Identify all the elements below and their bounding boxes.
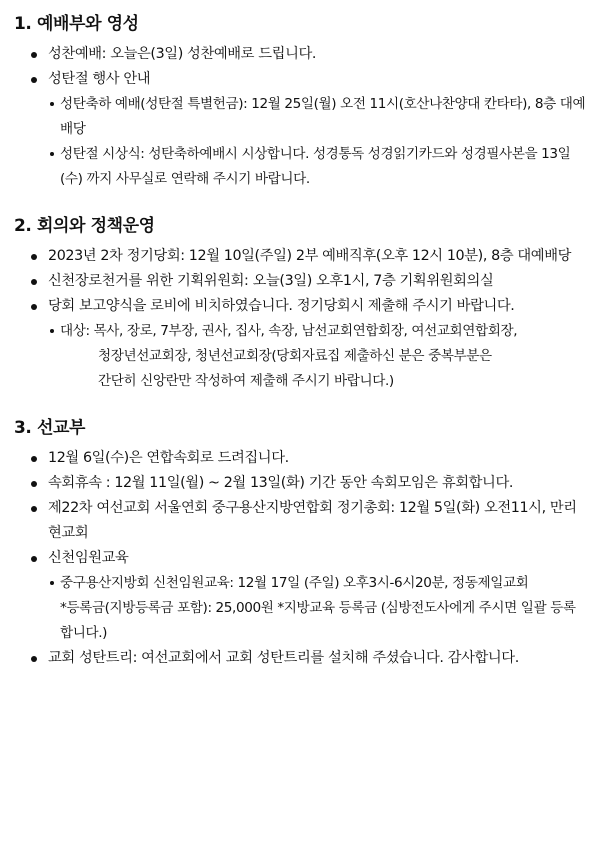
- item-list: [14, 244, 586, 394]
- item-list: [14, 42, 586, 192]
- list-item: 성탄절 행사 안내: [14, 67, 586, 92]
- target-line: 목사, 장로, 7부장, 권사, 집사, 속장, 남선교회연합회장, 여선교회연합회장,: [93, 323, 518, 339]
- item-list: [14, 446, 586, 671]
- sub-list-item: 성탄축하 예배(성탄절 특별헌금): 12월 25일(월) 오전 11시(호산나찬양대 칸타타), 8층 대예배당: [14, 92, 586, 142]
- section-heading: 1. 예배부와 영성: [14, 14, 139, 34]
- sub-list-item-target: [14, 319, 586, 394]
- list-item: 당회 보고양식을 로비에 비치하였습니다. 정기당회시 제출해 주시기 바랍니다.: [14, 294, 586, 319]
- target-line: 간단히 신앙란만 작성하여 제출해 주시기 바랍니다.): [98, 373, 394, 389]
- target-line: 청장년선교회장, 청년선교회장(당회자료집 제출하신 분은 중복부분은: [98, 348, 492, 364]
- list-item: 신천장로천거를 위한 기획위원회: 오늘(3일) 오후1시, 7층 기획위원회의실: [14, 269, 586, 294]
- list-item: 제22차 여선교회 서울연회 중구용산지방연합회 정기총회: 12월 5일(화) 오전11시, 만리현교회: [14, 496, 586, 546]
- section-heading: 2. 회의와 정책운영: [14, 216, 155, 236]
- list-item: 2023년 2차 정기당회: 12월 10일(주일) 2부 예배직후(오후 12시 10분), 8층 대예배당: [14, 244, 586, 269]
- sub-list-item: 성탄절 시상식: 성탄축하예배시 시상합니다. 성경통독 성경읽기카드와 성경필사본을 13일(수) 까지 사무실로 연락해 주시기 바랍니다.: [14, 142, 586, 192]
- target-label: 대상:: [60, 323, 94, 339]
- sub-list-item: 중구용산지방회 신천임원교육: 12월 17일 (주일) 오후3시-6시20분, 정동제일교회: [14, 571, 586, 596]
- section-mission: [14, 416, 586, 671]
- list-item: 신천임원교육: [14, 546, 586, 571]
- section-meetings: [14, 214, 586, 394]
- list-item: 12월 6일(수)은 연합속회로 드려집니다.: [14, 446, 586, 471]
- list-item: 속회휴속 : 12월 11일(월) ~ 2월 13일(화) 기간 동안 속회모임은 휴회합니다.: [14, 471, 586, 496]
- section-heading: 3. 선교부: [14, 418, 86, 438]
- fee-note: *등록금(지방등록금 포함): 25,000원 *지방교육 등록금 (심방전도사에게 주시면 일괄 등록합니다.): [60, 600, 576, 641]
- section-worship: [14, 12, 586, 192]
- list-item: 교회 성탄트리: 여선교회에서 교회 성탄트리를 설치해 주셨습니다. 감사합니다.: [14, 646, 586, 671]
- list-item: 성찬예배: 오늘은(3일) 성찬예배로 드립니다.: [14, 42, 586, 67]
